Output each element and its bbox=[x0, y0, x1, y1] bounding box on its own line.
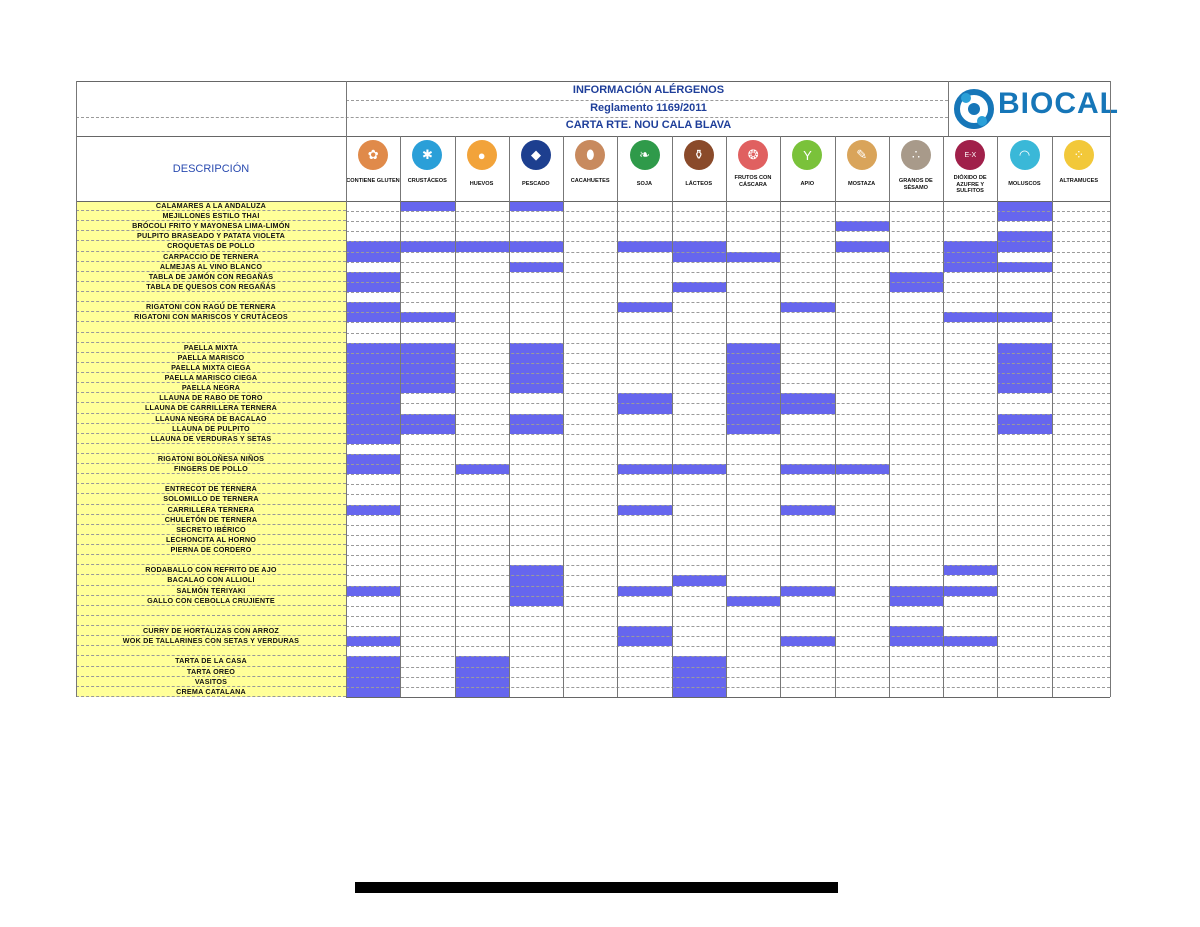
allergen-mark bbox=[346, 353, 400, 363]
grid-hline bbox=[346, 484, 1110, 485]
grid-vline bbox=[1052, 136, 1053, 697]
grid-hline bbox=[346, 464, 1110, 465]
footer-bar bbox=[355, 882, 838, 893]
grid-hline bbox=[346, 575, 1110, 576]
grid-vline bbox=[943, 136, 944, 697]
allergen-mark bbox=[400, 353, 454, 363]
allergen-mark bbox=[400, 241, 454, 251]
allergen-mark bbox=[617, 626, 671, 636]
grid-hline bbox=[346, 555, 1110, 556]
grid-vline bbox=[617, 136, 618, 697]
grid-hline bbox=[346, 393, 1110, 394]
grid-vline bbox=[672, 136, 673, 697]
grid-hline bbox=[346, 494, 1110, 495]
allergen-mark bbox=[997, 373, 1051, 383]
dish-name: PIERNA DE CORDERO bbox=[76, 545, 346, 555]
allergen-mark bbox=[509, 353, 563, 363]
milk-icon: ⚱ bbox=[684, 140, 714, 170]
regulation-label: Reglamento 1169/2011 bbox=[590, 102, 707, 114]
allergen-mark bbox=[346, 252, 400, 262]
allergen-mark bbox=[997, 312, 1051, 322]
grid-hline bbox=[346, 535, 1110, 536]
dish-name: PULPITO BRASEADO Y PATATA VIOLETA bbox=[76, 231, 346, 241]
celery-icon: Y bbox=[792, 140, 822, 170]
allergen-mark bbox=[400, 343, 454, 353]
allergen-mark bbox=[889, 596, 943, 606]
allergen-mark bbox=[997, 353, 1051, 363]
grid-hline bbox=[76, 117, 948, 118]
menu-title: CARTA RTE. NOU CALA BLAVA bbox=[565, 119, 732, 131]
dish-name: LLAUNA DE VERDURAS Y SETAS bbox=[76, 434, 346, 444]
allergen-mark bbox=[509, 424, 563, 434]
allergen-mark bbox=[780, 403, 834, 413]
dish-name: TABLA DE JAMÓN CON REGAÑÁS bbox=[76, 272, 346, 282]
allergen-mark bbox=[726, 363, 780, 373]
dish-name bbox=[76, 444, 346, 454]
allergen-mark bbox=[726, 596, 780, 606]
allergen-mark bbox=[617, 302, 671, 312]
dish-name: PAELLA MIXTA bbox=[76, 343, 346, 353]
dish-name: CARPACCIO DE TERNERA bbox=[76, 252, 346, 262]
grid-vline bbox=[563, 136, 564, 697]
allergen-label: PESCADO bbox=[522, 181, 550, 187]
allergen-mark bbox=[672, 687, 726, 697]
dish-name: LLAUNA NEGRA DE BACALAO bbox=[76, 414, 346, 424]
allergen-mark bbox=[835, 221, 889, 231]
allergen-mark bbox=[672, 252, 726, 262]
dish-name bbox=[76, 292, 346, 302]
fish-icon: ◆ bbox=[521, 140, 551, 170]
allergen-mark bbox=[617, 586, 671, 596]
dish-name: CHULETÓN DE TERNERA bbox=[76, 515, 346, 525]
allergen-mark bbox=[509, 201, 563, 211]
grid-hline bbox=[346, 656, 1110, 657]
allergen-mark bbox=[509, 241, 563, 251]
grid-hline bbox=[346, 221, 1110, 222]
dish-name: GALLO CON CEBOLLA CRUJIENTE bbox=[76, 596, 346, 606]
grid-hline bbox=[346, 667, 1110, 668]
allergen-mark bbox=[346, 667, 400, 677]
allergen-mark bbox=[672, 282, 726, 292]
nut-icon: ❂ bbox=[738, 140, 768, 170]
dish-name: RIGATONI BOLOÑESA NIÑOS bbox=[76, 454, 346, 464]
grid-vline bbox=[76, 81, 77, 697]
allergen-mark bbox=[726, 403, 780, 413]
allergen-label: CACAHUETES bbox=[570, 178, 610, 184]
allergen-mark bbox=[346, 403, 400, 413]
allergen-mark bbox=[943, 636, 997, 646]
dish-name: VASITOS bbox=[76, 677, 346, 687]
allergen-mark bbox=[617, 464, 671, 474]
allergen-mark bbox=[997, 231, 1051, 241]
dish-name: FINGERS DE POLLO bbox=[76, 464, 346, 474]
allergen-mark bbox=[346, 302, 400, 312]
mustard-icon: ✎ bbox=[847, 140, 877, 170]
grid-hline bbox=[346, 606, 1110, 607]
grid-hline bbox=[346, 545, 1110, 546]
allergen-mark bbox=[997, 262, 1051, 272]
biocal-logo bbox=[948, 81, 1119, 136]
dish-name: PAELLA MARISCO bbox=[76, 353, 346, 363]
grid-hline bbox=[346, 616, 1110, 617]
allergen-mark bbox=[780, 302, 834, 312]
dish-name: SECRETO IBÉRICO bbox=[76, 525, 346, 535]
allergen-mark bbox=[455, 687, 509, 697]
grid-hline bbox=[346, 525, 1110, 526]
grid-hline bbox=[346, 312, 1110, 313]
allergen-mark bbox=[726, 252, 780, 262]
allergen-label: MOSTAZA bbox=[847, 181, 876, 187]
allergen-mark bbox=[726, 424, 780, 434]
allergen-mark bbox=[617, 393, 671, 403]
grid-hline bbox=[346, 434, 1110, 435]
allergen-mark bbox=[943, 565, 997, 575]
grid-vline bbox=[835, 136, 836, 697]
allergen-mark bbox=[726, 393, 780, 403]
allergen-mark bbox=[346, 343, 400, 353]
allergen-mark bbox=[780, 586, 834, 596]
dish-name: CURRY DE HORTALIZAS CON ARROZ bbox=[76, 626, 346, 636]
grid-hline bbox=[346, 231, 1110, 232]
grid-hline bbox=[346, 403, 1110, 404]
grid-hline bbox=[76, 81, 1110, 82]
allergen-label: APIO bbox=[800, 181, 815, 187]
allergen-mark bbox=[455, 656, 509, 666]
allergen-mark bbox=[943, 586, 997, 596]
allergen-mark bbox=[672, 667, 726, 677]
dish-name bbox=[76, 322, 346, 332]
grid-hline bbox=[346, 626, 1110, 627]
allergen-mark bbox=[997, 383, 1051, 393]
grid-hline bbox=[346, 596, 1110, 597]
dish-name: MEJILLONES ESTILO THAI bbox=[76, 211, 346, 221]
allergen-mark bbox=[509, 383, 563, 393]
allergen-mark bbox=[509, 343, 563, 353]
grid-hline bbox=[346, 343, 1110, 344]
allergen-label: FRUTOS CON CÁSCARA bbox=[734, 175, 772, 188]
grid-hline bbox=[346, 454, 1110, 455]
allergen-mark bbox=[509, 596, 563, 606]
allergen-mark bbox=[455, 464, 509, 474]
dish-name: LLAUNA DE PULPITO bbox=[76, 424, 346, 434]
dish-name bbox=[76, 333, 346, 343]
allergen-mark bbox=[997, 241, 1051, 251]
allergen-mark bbox=[346, 687, 400, 697]
allergen-mark bbox=[780, 505, 834, 515]
allergen-label: MOLUSCOS bbox=[1008, 181, 1041, 187]
allergen-mark bbox=[346, 586, 400, 596]
allergen-label: DIÓXIDO DE AZUFRE Y SULFITOS bbox=[953, 175, 987, 194]
allergen-mark bbox=[672, 241, 726, 251]
allergen-mark bbox=[617, 505, 671, 515]
allergen-mark bbox=[617, 241, 671, 251]
allergen-label: GRANOS DE SÉSAMO bbox=[898, 178, 933, 191]
grid-vline bbox=[780, 136, 781, 697]
allergen-mark bbox=[889, 586, 943, 596]
allergen-mark bbox=[726, 343, 780, 353]
allergen-mark bbox=[997, 211, 1051, 221]
grid-hline bbox=[346, 474, 1110, 475]
grid-hline bbox=[346, 252, 1110, 253]
soy-icon: ❧ bbox=[630, 140, 660, 170]
egg-icon: ● bbox=[467, 140, 497, 170]
dish-name: TABLA DE QUESOS CON REGAÑÁS bbox=[76, 282, 346, 292]
dish-name: PAELLA NEGRA bbox=[76, 383, 346, 393]
allergen-mark bbox=[346, 282, 400, 292]
dish-name bbox=[76, 555, 346, 565]
grid-hline bbox=[346, 414, 1110, 415]
dish-name: BRÓCOLI FRITO Y MAYONESA LIMA-LIMÓN bbox=[76, 221, 346, 231]
allergen-mark bbox=[400, 424, 454, 434]
allergen-mark bbox=[346, 424, 400, 434]
sulphite-icon: E-X bbox=[955, 140, 985, 170]
grid-hline bbox=[346, 646, 1110, 647]
allergen-mark bbox=[346, 414, 400, 424]
allergen-mark bbox=[780, 464, 834, 474]
grid-vline bbox=[455, 136, 456, 697]
allergen-mark bbox=[943, 241, 997, 251]
dish-name: CREMA CATALANA bbox=[76, 687, 346, 697]
grid-vline bbox=[889, 136, 890, 697]
allergen-mark bbox=[997, 343, 1051, 353]
allergen-mark bbox=[346, 677, 400, 687]
grid-vline bbox=[509, 136, 510, 697]
biocal-logo-text: BIOCAL bbox=[998, 87, 1119, 120]
allergen-label: LÁCTEOS bbox=[685, 181, 713, 187]
dish-name: TARTA DE LA CASA bbox=[76, 656, 346, 666]
allergen-mark bbox=[509, 575, 563, 585]
grid-hline bbox=[346, 211, 1110, 212]
allergen-mark bbox=[509, 414, 563, 424]
allergen-mark bbox=[672, 677, 726, 687]
grid-hline bbox=[346, 515, 1110, 516]
grid-hline bbox=[346, 636, 1110, 637]
grid-vline bbox=[997, 136, 998, 697]
allergen-mark bbox=[997, 363, 1051, 373]
allergen-mark bbox=[346, 464, 400, 474]
grid-vline bbox=[346, 81, 347, 697]
allergen-mark bbox=[889, 636, 943, 646]
allergen-mark bbox=[835, 241, 889, 251]
crab-icon: ✱ bbox=[412, 140, 442, 170]
dish-name: CARRILLERA TERNERA bbox=[76, 505, 346, 515]
allergen-sheet bbox=[76, 81, 1119, 700]
grid-hline bbox=[346, 363, 1110, 364]
allergen-mark bbox=[889, 272, 943, 282]
dish-name bbox=[76, 474, 346, 484]
grid-vline bbox=[1110, 81, 1111, 697]
grid-hline bbox=[346, 424, 1110, 425]
grid-hline bbox=[346, 383, 1110, 384]
lupin-icon: ⁘ bbox=[1064, 140, 1094, 170]
dish-name: CALAMARES A LA ANDALUZA bbox=[76, 201, 346, 211]
allergen-label: HUEVOS bbox=[469, 181, 494, 187]
dish-name: RIGATONI CON MARISCOS Y CRUTÁCEOS bbox=[76, 312, 346, 322]
grid-hline bbox=[346, 272, 1110, 273]
grid-vline bbox=[948, 81, 949, 136]
allergen-mark bbox=[346, 363, 400, 373]
grid-hline bbox=[346, 292, 1110, 293]
allergen-mark bbox=[835, 464, 889, 474]
allergen-mark bbox=[509, 586, 563, 596]
allergen-mark bbox=[780, 636, 834, 646]
allergen-mark bbox=[672, 464, 726, 474]
grid-hline bbox=[346, 262, 1110, 263]
allergen-mark bbox=[346, 656, 400, 666]
allergen-mark bbox=[400, 201, 454, 211]
allergen-mark bbox=[943, 262, 997, 272]
dish-name: LLAUNA DE CARRILLERA TERNERA bbox=[76, 403, 346, 413]
description-header: DESCRIPCIÓN bbox=[172, 163, 250, 175]
allergen-mark bbox=[997, 414, 1051, 424]
allergen-mark bbox=[346, 505, 400, 515]
allergen-mark bbox=[346, 434, 400, 444]
allergen-mark bbox=[346, 636, 400, 646]
allergen-mark bbox=[346, 373, 400, 383]
dish-name bbox=[76, 646, 346, 656]
allergen-mark bbox=[780, 393, 834, 403]
dish-name: ALMEJAS AL VINO BLANCO bbox=[76, 262, 346, 272]
grid-hline bbox=[346, 687, 1110, 688]
peanut-icon: ⬮ bbox=[575, 140, 605, 170]
dish-name: PAELLA MARISCO CIEGA bbox=[76, 373, 346, 383]
allergen-mark bbox=[889, 626, 943, 636]
allergen-mark bbox=[672, 656, 726, 666]
allergen-mark bbox=[346, 383, 400, 393]
grid-hline bbox=[346, 322, 1110, 323]
dish-name: SALMÓN TERIYAKI bbox=[76, 586, 346, 596]
grid-hline bbox=[346, 282, 1110, 283]
allergen-mark bbox=[455, 677, 509, 687]
dish-name bbox=[76, 606, 346, 616]
allergen-mark bbox=[726, 414, 780, 424]
sesame-icon: ∴ bbox=[901, 140, 931, 170]
grid-vline bbox=[400, 136, 401, 697]
allergen-mark bbox=[455, 667, 509, 677]
dish-name: LLAUNA DE RABO DE TORO bbox=[76, 393, 346, 403]
grid-hline bbox=[346, 373, 1110, 374]
dish-name: RODABALLO CON REFRITO DE AJO bbox=[76, 565, 346, 575]
allergen-mark bbox=[726, 353, 780, 363]
allergen-mark bbox=[346, 241, 400, 251]
allergen-mark bbox=[346, 393, 400, 403]
allergen-label: SOJA bbox=[636, 181, 653, 187]
biocal-logo-mark bbox=[952, 84, 998, 134]
dish-name: BACALAO CON ALLIOLI bbox=[76, 575, 346, 585]
allergen-label: ALTRAMUCES bbox=[1059, 178, 1099, 184]
grid-hline bbox=[346, 565, 1110, 566]
grid-hline bbox=[346, 677, 1110, 678]
allergen-mark bbox=[509, 363, 563, 373]
allergen-mark bbox=[617, 636, 671, 646]
allergen-mark bbox=[997, 201, 1051, 211]
allergen-mark bbox=[997, 424, 1051, 434]
grid-hline bbox=[346, 697, 1110, 698]
dish-name: RIGATONI CON RAGÚ DE TERNERA bbox=[76, 302, 346, 312]
grid-hline bbox=[346, 444, 1110, 445]
allergen-mark bbox=[400, 373, 454, 383]
grid-hline bbox=[76, 136, 1110, 137]
grid-hline bbox=[76, 201, 1110, 202]
allergen-mark bbox=[943, 312, 997, 322]
allergen-mark bbox=[346, 272, 400, 282]
dish-name: SOLOMILLO DE TERNERA bbox=[76, 494, 346, 504]
grid-hline bbox=[346, 100, 948, 101]
allergen-mark bbox=[509, 565, 563, 575]
grid-hline bbox=[346, 505, 1110, 506]
allergen-mark bbox=[509, 262, 563, 272]
allergen-mark bbox=[400, 312, 454, 322]
sheet-title: INFORMACIÓN ALÉRGENOS bbox=[572, 84, 725, 96]
allergen-mark bbox=[943, 252, 997, 262]
dish-name: ENTRECOT DE TERNERA bbox=[76, 484, 346, 494]
dish-name: LECHONCITA AL HORNO bbox=[76, 535, 346, 545]
allergen-mark bbox=[726, 383, 780, 393]
allergen-mark bbox=[346, 454, 400, 464]
grid-hline bbox=[346, 333, 1110, 334]
allergen-mark bbox=[400, 363, 454, 373]
allergen-mark bbox=[455, 241, 509, 251]
grid-hline bbox=[346, 302, 1110, 303]
allergen-mark bbox=[726, 373, 780, 383]
dish-name: CROQUETAS DE POLLO bbox=[76, 241, 346, 251]
dish-name bbox=[76, 616, 346, 626]
allergen-mark bbox=[889, 282, 943, 292]
allergen-mark bbox=[509, 373, 563, 383]
allergen-label: CRUSTÁCEOS bbox=[407, 178, 447, 184]
grid-vline bbox=[726, 136, 727, 697]
grid-hline bbox=[346, 353, 1110, 354]
shell-icon: ◠ bbox=[1010, 140, 1040, 170]
dish-name: PAELLA MIXTA CIEGA bbox=[76, 363, 346, 373]
grid-hline bbox=[346, 241, 1110, 242]
allergen-label: CONTIENE GLUTEN bbox=[346, 178, 400, 184]
dish-name: TARTA OREO bbox=[76, 667, 346, 677]
allergen-mark bbox=[346, 312, 400, 322]
allergen-mark bbox=[400, 414, 454, 424]
allergen-mark bbox=[400, 383, 454, 393]
wheat-icon: ✿ bbox=[358, 140, 388, 170]
grid-hline bbox=[346, 586, 1110, 587]
allergen-mark bbox=[617, 403, 671, 413]
allergen-mark bbox=[672, 575, 726, 585]
dish-name: WOK DE TALLARINES CON SETAS Y VERDURAS bbox=[76, 636, 346, 646]
